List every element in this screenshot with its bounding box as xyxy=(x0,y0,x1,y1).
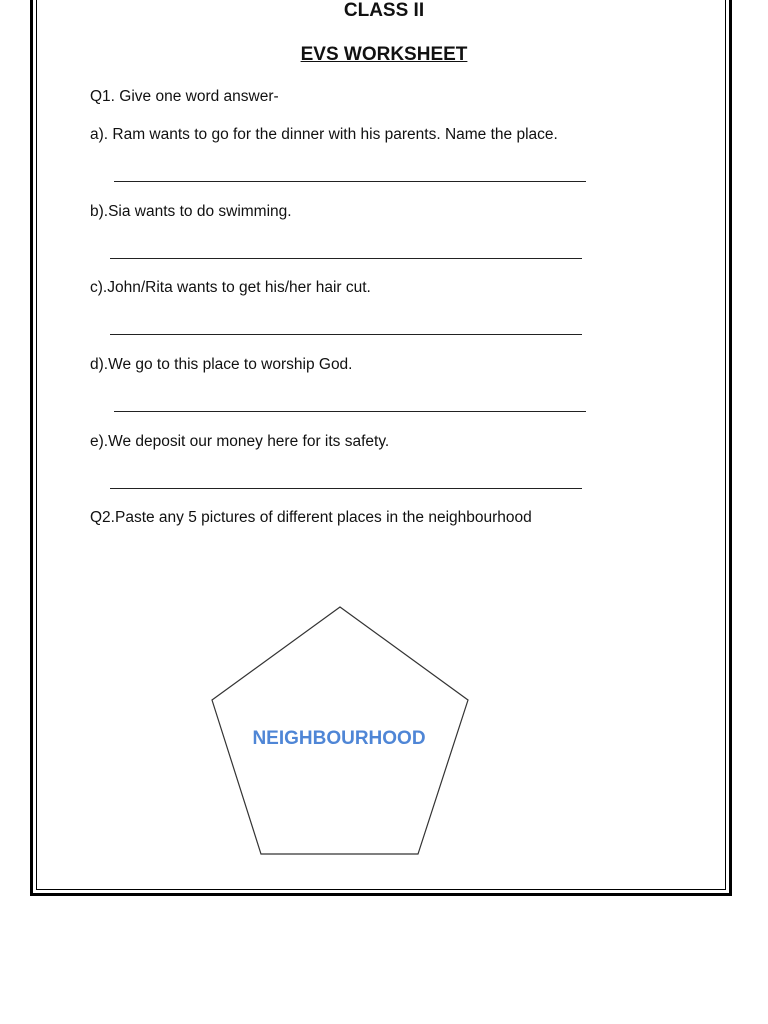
neighbourhood-label: NEIGHBOURHOOD xyxy=(252,728,426,749)
question-1a: a). Ram wants to go for the dinner with his parents. Name the place. xyxy=(90,126,558,143)
question-1e: e).We deposit our money here for its safety. xyxy=(90,433,390,450)
answer-line-d[interactable] xyxy=(114,411,586,412)
answer-line-e[interactable] xyxy=(110,488,582,489)
question-1b: b).Sia wants to do swimming. xyxy=(90,203,292,220)
answer-line-a[interactable] xyxy=(114,181,586,182)
question-2-prompt: Q2.Paste any 5 pictures of different places in the neighbourhood xyxy=(90,509,532,526)
question-1c: c).John/Rita wants to get his/her hair cut. xyxy=(90,279,371,296)
question-1d: d).We go to this place to worship God. xyxy=(90,356,353,373)
worksheet-title: EVS WORKSHEET xyxy=(300,44,468,65)
class-title: CLASS II xyxy=(343,0,425,21)
answer-line-c[interactable] xyxy=(110,334,582,335)
answer-line-b[interactable] xyxy=(110,258,582,259)
question-1-prompt: Q1. Give one word answer- xyxy=(90,88,279,105)
